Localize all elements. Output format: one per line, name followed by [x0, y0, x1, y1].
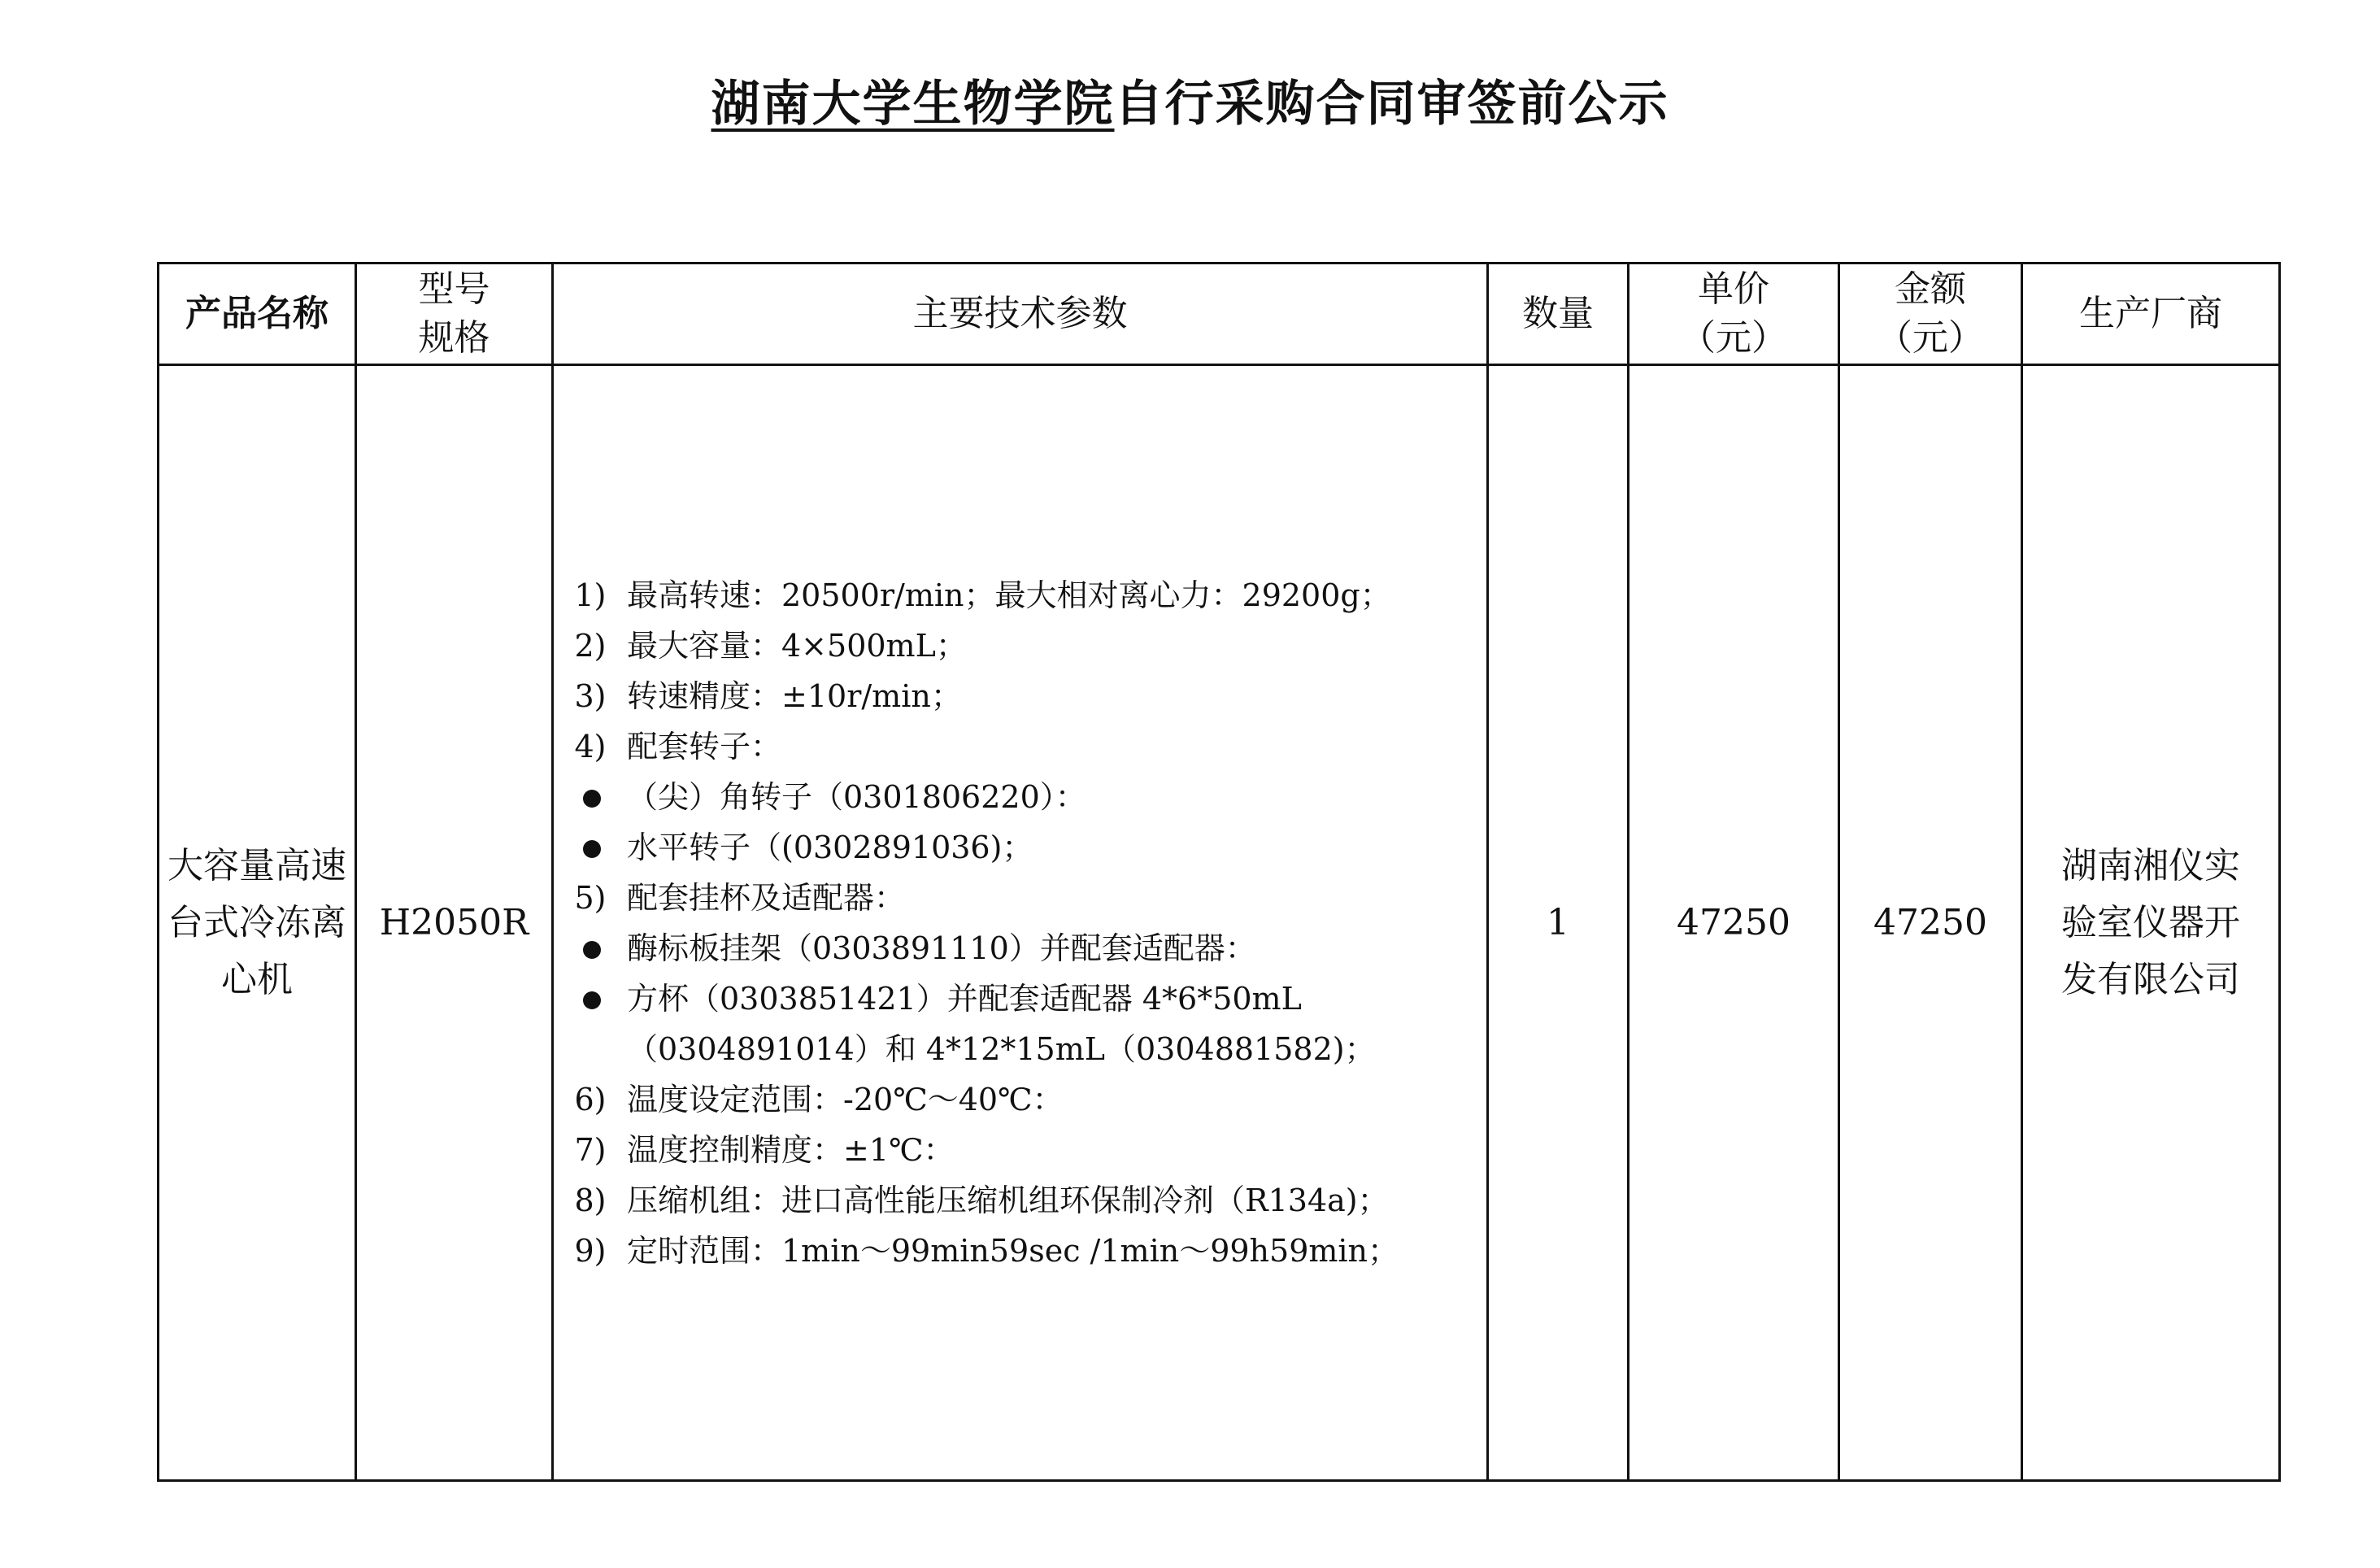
- bullet-dot: [583, 991, 601, 1009]
- header-amount-line2: （元）: [1877, 317, 1984, 359]
- param-marker: 2): [574, 627, 607, 664]
- bullet-icon: [554, 822, 627, 873]
- title-subject: 自行采购合同审签前公示: [1114, 76, 1669, 133]
- param-marker: 7): [574, 1131, 607, 1168]
- cell-params: [553, 365, 1488, 1481]
- param-item: [554, 1024, 1486, 1074]
- param-marker: [554, 1024, 627, 1074]
- param-marker: 1): [574, 577, 607, 613]
- param-text: 温度控制精度：±1℃：: [627, 1131, 955, 1168]
- manufacturer-line: 验室仪器开: [2061, 901, 2240, 943]
- param-item: [554, 772, 1486, 822]
- header-unit-price-line1: 单价: [1698, 268, 1769, 310]
- product-name-line: 大容量高速: [168, 844, 346, 886]
- param-text: 压缩机组：进口高性能压缩机组环保制冷剂（R134a)；: [627, 1182, 1389, 1218]
- param-text: 配套挂杯及适配器：: [627, 879, 906, 916]
- param-marker: 3): [574, 677, 607, 714]
- bullet-dot: [583, 941, 601, 959]
- header-model: [356, 264, 553, 365]
- param-text: （尖）角转子（0301806220）：: [627, 778, 1086, 815]
- bullet-icon: [554, 772, 627, 822]
- cell-amount: 47250: [1839, 365, 2022, 1481]
- cell-manufacturer: [2022, 365, 2280, 1481]
- product-name-line: 台式冷冻离: [168, 901, 346, 943]
- cell-quantity: 1: [1488, 365, 1629, 1481]
- header-amount: [1839, 264, 2022, 365]
- param-item: [554, 621, 1486, 671]
- procurement-table: [157, 262, 2281, 1482]
- header-quantity: 数量: [1488, 264, 1629, 365]
- param-marker: 6): [574, 1081, 607, 1117]
- param-text: 配套转子：: [627, 728, 782, 764]
- bullet-dot: [583, 840, 601, 858]
- bullet-icon: [554, 973, 627, 1024]
- manufacturer-line: 发有限公司: [2061, 958, 2240, 1000]
- bullet-icon: [554, 923, 627, 973]
- table-row: [159, 365, 2280, 1481]
- header-amount-line1: 金额: [1895, 268, 1966, 310]
- param-marker: 8): [574, 1182, 607, 1218]
- header-row: [159, 264, 2280, 365]
- param-item: [554, 923, 1486, 973]
- header-model-line2: 规格: [418, 317, 490, 359]
- header-product-name: 产品名称: [159, 264, 356, 365]
- manufacturer-line: 湖南湘仪实: [2061, 844, 2240, 886]
- param-marker: 5): [574, 879, 607, 916]
- param-item: [554, 822, 1486, 873]
- cell-unit-price: 47250: [1629, 365, 1839, 1481]
- cell-product-name: [159, 365, 356, 1481]
- page-title: [0, 72, 2380, 137]
- param-item: [554, 1074, 1486, 1125]
- bullet-dot: [583, 790, 601, 808]
- params-list: [554, 570, 1486, 1276]
- product-name-line: 心机: [221, 958, 293, 1000]
- title-institution: 湖南大学生物学院: [711, 76, 1115, 133]
- param-text: （0304891014）和 4*12*15mL（0304881582)；: [627, 1030, 1376, 1067]
- param-item: [554, 721, 1486, 772]
- header-unit-price: [1629, 264, 1839, 365]
- param-item: [554, 973, 1486, 1024]
- param-text: 最大容量：4×500mL；: [627, 627, 967, 664]
- param-item: [554, 1175, 1486, 1226]
- param-text: 定时范围：1min～99min59sec /1min～99h59min；: [627, 1232, 1399, 1269]
- param-marker: 9): [574, 1232, 607, 1269]
- param-item: [554, 1125, 1486, 1175]
- header-manufacturer: 生产厂商: [2022, 264, 2280, 365]
- param-text: 水平转子（(0302891036)；: [627, 829, 1033, 865]
- header-unit-price-line2: （元）: [1680, 317, 1787, 359]
- param-text: 酶标板挂架（0303891110）并配套适配器：: [627, 930, 1256, 966]
- param-item: [554, 570, 1486, 621]
- cell-model: H2050R: [356, 365, 553, 1481]
- param-item: [554, 671, 1486, 721]
- param-text: 转速精度：±10r/min；: [627, 677, 962, 714]
- param-item: [554, 1226, 1486, 1276]
- param-text: 方杯（0303851421）并配套适配器 4*6*50mL: [627, 980, 1302, 1017]
- param-item: [554, 873, 1486, 923]
- param-text: 最高转速：20500r/min；最大相对离心力：29200g；: [627, 577, 1391, 613]
- header-model-line1: 型号: [418, 268, 490, 310]
- param-text: 温度设定范围：-20℃～40℃：: [627, 1081, 1064, 1117]
- param-marker: 4): [574, 728, 607, 764]
- header-params: 主要技术参数: [553, 264, 1488, 365]
